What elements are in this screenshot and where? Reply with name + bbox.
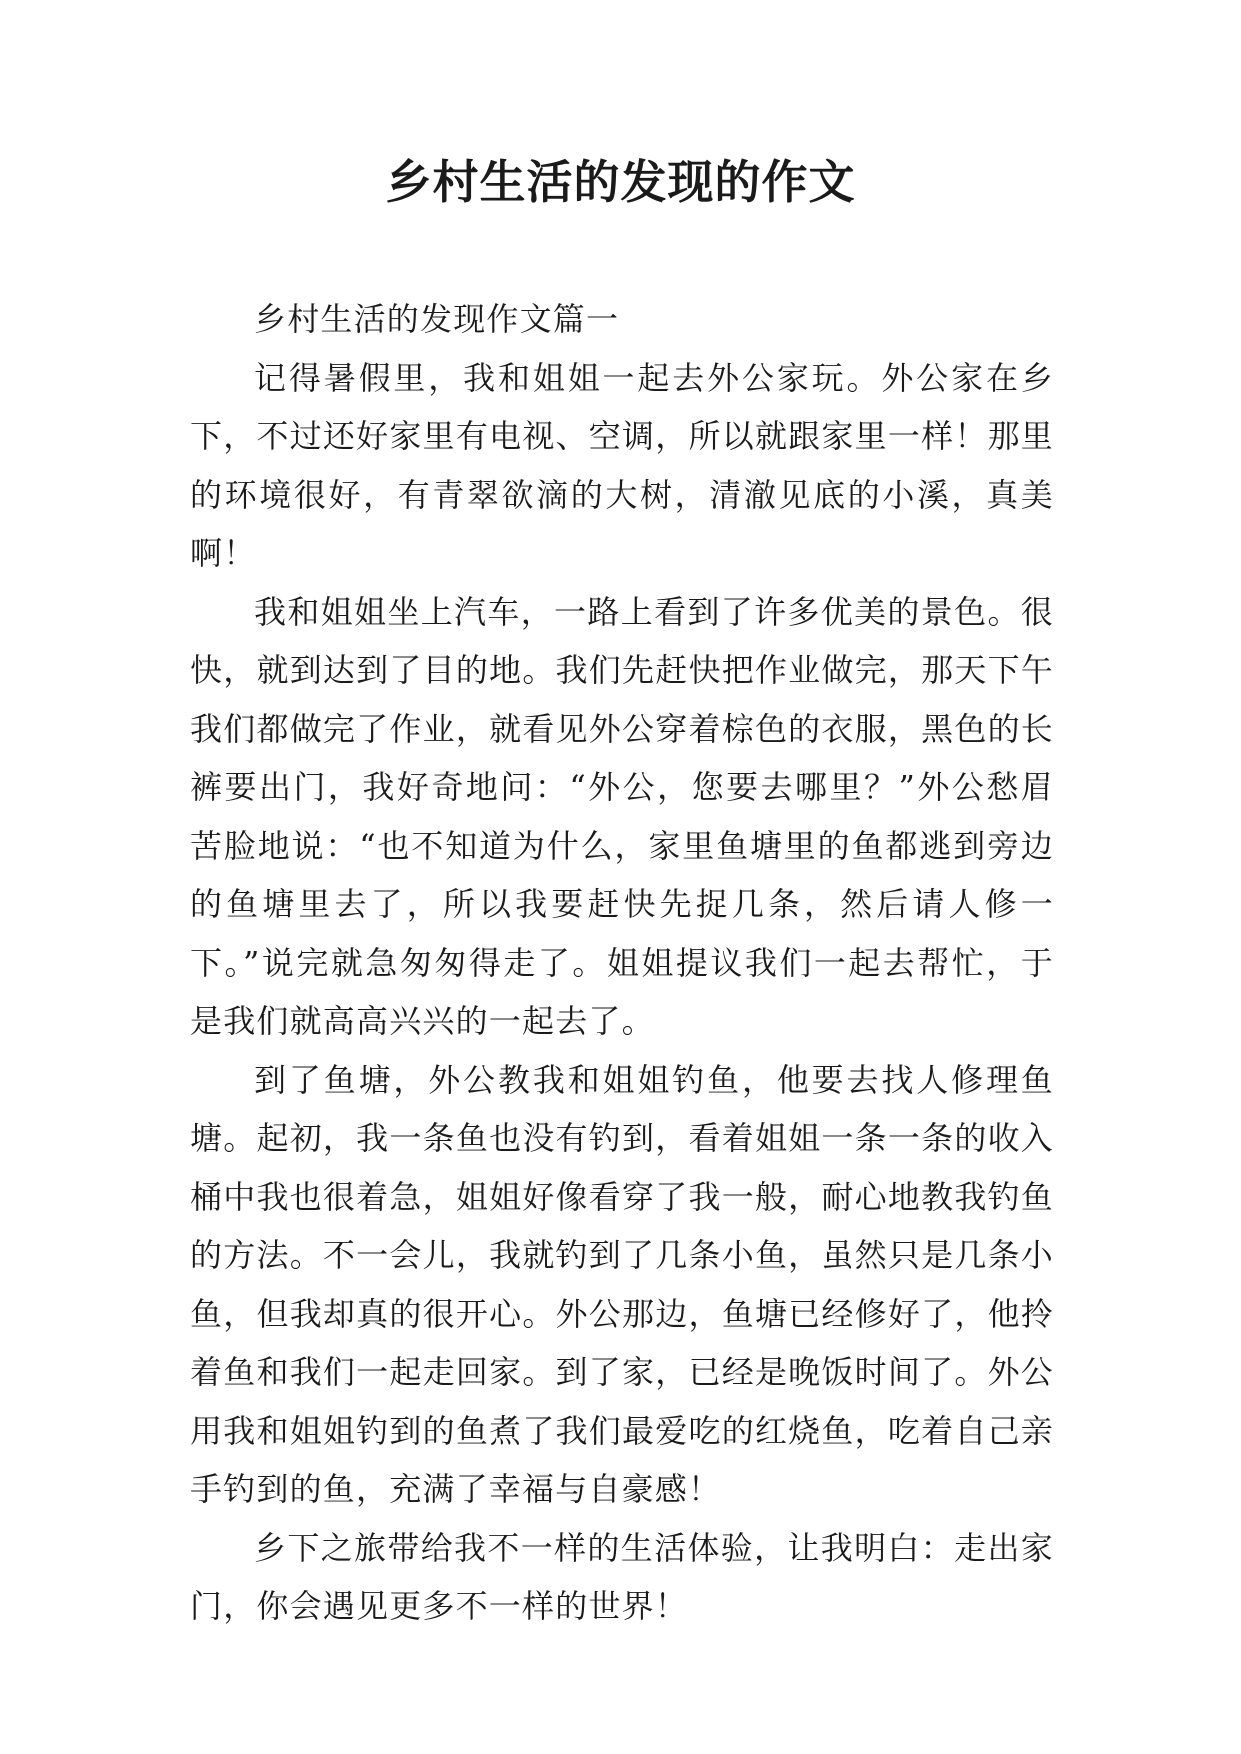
paragraph: 记得暑假里，我和姐姐一起去外公家玩。外公家在乡下，不过还好家里有电视、空调，所以就跟家里一样！那里的环境很好，有青翠欲滴的大树，清澈见底的小溪，真美啊！ (190, 358, 1054, 572)
document-title: 乡村生活的发现的作文 (385, 155, 856, 209)
paragraph: 乡下之旅带给我不一样的生活体验，让我明白：走出家门，你会遇见更多不一样的世界！ (190, 1528, 1054, 1625)
section-heading: 乡村生活的发现作文篇一 (254, 300, 620, 338)
paragraph: 我和姐姐坐上汽车，一路上看到了许多优美的景色。很快，就到达到了目的地。我们先赶快把作业做完，那天下午我们都做完了作业，就看见外公穿着棕色的衣服，黑色的长裤要出门，我好奇地问：“外公，您要去哪里？”外公愁眉苦脸地说：“也不知道为什么，家里鱼塘里的鱼都逃到旁边的鱼塘里去了，所以我要赶快先捉几条，然后请人修一下。”说完就急匆匆得走了。姐姐提议我们一起去帮忙，于是我们就高高兴兴的一起去了。 (190, 592, 1054, 1040)
paragraph: 到了鱼塘，外公教我和姐姐钓鱼，他要去找人修理鱼塘。起初，我一条鱼也没有钓到，看着姐姐一条一条的收入桶中我也很着急，姐姐好像看穿了我一般，耐心地教我钓鱼的方法。不一会儿，我就钓到了几条小鱼，虽然只是几条小鱼，但我却真的很开心。外公那边，鱼塘已经修好了，他拎着鱼和我们一起走回家。到了家，已经是晚饭时间了。外公用我和姐姐钓到的鱼煮了我们最爱吃的红烧鱼，吃着自己亲手钓到的鱼，充满了幸福与自豪感！ (190, 1060, 1054, 1508)
document-body (190, 290, 1054, 1636)
